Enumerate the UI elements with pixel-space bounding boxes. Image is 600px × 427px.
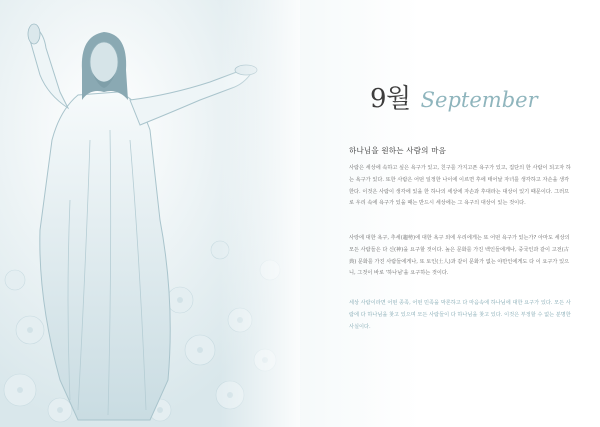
paragraph-1: 사람은 세상에 속하고 싶은 욕구가 있고, 친구를 가지고픈 욕구가 있고, 집단의 한 사람이 되고자 하는 욕구가 있다. 또한 사람은 어떤 일정한 나이에 이르면 후에 태어날 자녀를 생각하고 자손을 생각한다. 이것은 사람이 생각에 있을 한 하나의 세상에 자손과 후대라는 대상이 있기 때문이다. 그러므로 우리 속에 욕구가 있을 때는 반드시 세상에는 그 욕구의 대상이 있는 것이다. <box>349 165 571 207</box>
paragraph-2: 사랑에 대한 욕구, 추세(趨勢)에 대한 욕구 외에 우리에게는 또 어떤 욕구가 있는가? 아마도 세상의 모든 사람들은 다 신(神)을 요구할 것이다. 높은 문화를 가진 백인들에게나, 중국인과 같이 고전(古典) 문화를 가진 사람들에게나, 또 토인(土人)과 같이 문화가 없는 야만인에게도 다 이 요구가 있으니, 그것이 바로 '하나님'을 요구하는 것이다. <box>349 235 570 277</box>
month-heading <box>370 78 538 115</box>
month-name: September <box>420 88 538 112</box>
month-number: 9월 <box>370 84 411 114</box>
section-subtitle: 하나님을 원하는 사람의 마음 <box>349 146 447 155</box>
paragraph-3-highlight: 세상 사람이라면 어떤 종족, 어떤 민족을 막론하고 다 마음속에 하나님에 대한 요구가 있다. 모든 사람에 다 하나님을 찾고 있으며 모든 사람들이 다 하나님을 찾고 있다. 이것은 부정할 수 없는 분명한 사실이다. <box>349 300 571 330</box>
